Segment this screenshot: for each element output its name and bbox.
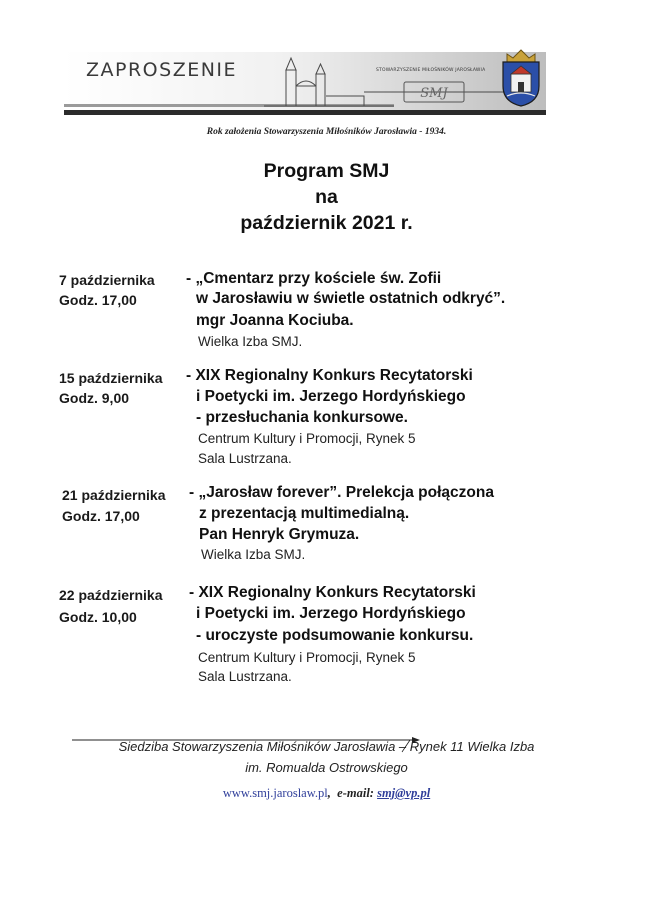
event-speaker: Pan Henryk Grymuza. bbox=[199, 526, 360, 543]
program-month: październik 2021 r. bbox=[240, 212, 413, 234]
program-title-connector: na bbox=[315, 186, 338, 208]
email-label: e-mail: bbox=[337, 786, 374, 800]
website-link[interactable]: www.smj.jaroslaw.pl bbox=[222, 786, 328, 800]
coat-of-arms-icon bbox=[497, 46, 545, 108]
event-description: i Poetycki im. Jerzego Hordyńskiego bbox=[196, 605, 466, 622]
event-description: z prezentacją multimedialną. bbox=[199, 505, 410, 522]
event-time: Godz. 10,00 bbox=[59, 609, 137, 625]
event-description: - uroczyste podsumowanie konkursu. bbox=[196, 627, 474, 644]
event-room: Sala Lustrzana. bbox=[198, 669, 292, 684]
event-description: - XIX Regionalny Konkurs Recytatorski bbox=[186, 367, 473, 384]
event-date: 22 października bbox=[59, 587, 163, 603]
footer-address: Siedziba Stowarzyszenia Miłośników Jarosławia – Rynek 11 Wielka Izba bbox=[118, 739, 535, 754]
event-description: - przesłuchania konkursowe. bbox=[196, 409, 408, 426]
event-time: Godz. 9,00 bbox=[59, 390, 130, 406]
program-title: Program SMJ bbox=[263, 160, 390, 182]
event-speaker: mgr Joanna Kociuba. bbox=[196, 312, 354, 329]
event-date: 7 października bbox=[59, 272, 155, 288]
event-date: 21 października bbox=[62, 487, 166, 503]
event-description: - XIX Regionalny Konkurs Recytatorski bbox=[189, 584, 476, 601]
website-separator: , bbox=[327, 786, 331, 800]
society-name-small: STOWARZYSZENIE MIŁOŚNIKÓW JAROSŁAWIA bbox=[376, 68, 486, 73]
event-time: Godz. 17,00 bbox=[62, 508, 140, 524]
event-venue: Centrum Kultury i Promocji, Rynek 5 bbox=[198, 650, 416, 665]
event-date: 15 października bbox=[59, 370, 163, 386]
email-link[interactable]: smj@vp.pl bbox=[377, 786, 431, 800]
event-description: i Poetycki im. Jerzego Hordyńskiego bbox=[196, 388, 466, 405]
event-description: - „Cmentarz przy kościele św. Zofii bbox=[186, 270, 442, 287]
event-room: Sala Lustrzana. bbox=[198, 451, 292, 466]
footer-address-detail: im. Romualda Ostrowskiego bbox=[245, 760, 408, 775]
event-time: Godz. 17,00 bbox=[59, 292, 137, 308]
event-venue: Wielka Izba SMJ. bbox=[201, 547, 306, 562]
event-venue: Wielka Izba SMJ. bbox=[198, 334, 303, 349]
event-description: - „Jarosław forever”. Prelekcja połączona bbox=[189, 484, 494, 501]
event-description: w Jarosławiu w świetle ostatnich odkryć”. bbox=[196, 290, 506, 307]
event-venue: Centrum Kultury i Promocji, Rynek 5 bbox=[198, 431, 416, 446]
founded-note: Rok założenia Stowarzyszenia Miłośników Jarosławia - 1934. bbox=[206, 127, 447, 137]
smj-logo-text: SMJ bbox=[420, 86, 448, 101]
invitation-heading: ZAPROSZENIE bbox=[86, 59, 238, 81]
footer-contact bbox=[0, 786, 653, 801]
